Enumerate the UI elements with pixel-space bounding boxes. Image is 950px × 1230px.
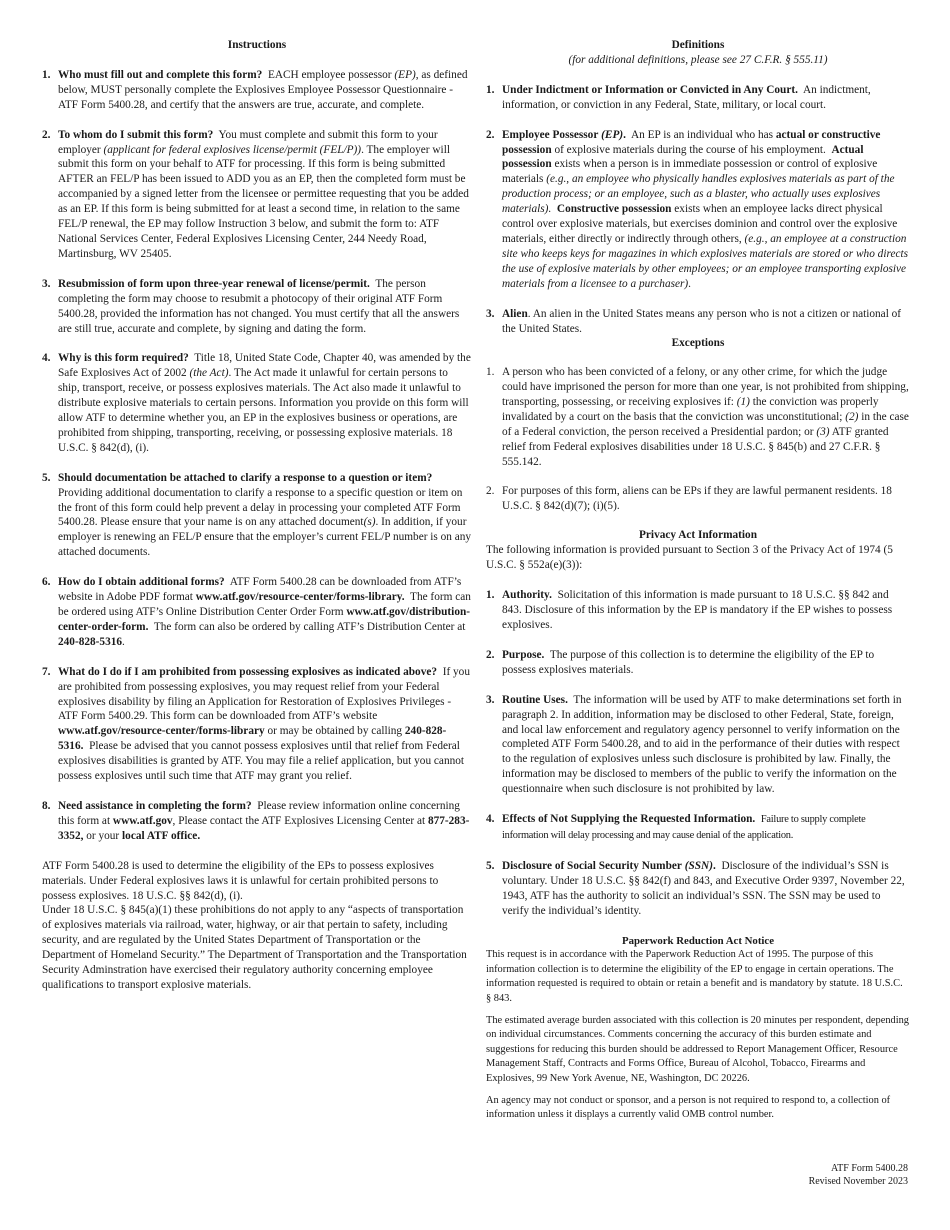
privacy-item: 5. Disclosure of Social Security Number (SSN). Disclosure of the individual’s SSN is voluntary. Under 18 U.S.C. §§ 842(f) and 843, and Executive Order 9397, November 22, 1943, ATF has the authority to solicit an individual’s SSN. The SSN may be used to verify the individual’s identity.	[486, 859, 905, 917]
form-number: ATF Form 5400.28	[831, 1163, 908, 1174]
definitions-list	[486, 83, 910, 337]
definition-item: 1. Under Indictment or Information or Convicted in Any Court. An indictment, information, or conviction in any Federal, State, military, or local court.	[486, 83, 871, 111]
licensing-center-phone: 877-283-3352,	[58, 814, 470, 842]
order-form-link[interactable]: www.atf.gov/distribution-center-order-form.	[58, 606, 471, 633]
forms-library-link[interactable]: www.atf.gov/resource-center/forms-library.	[195, 591, 405, 604]
instructions-list	[42, 68, 472, 844]
definition-item: 3. Alien. An alien in the United States means any person who is not a citizen or national of the United States.	[486, 307, 902, 335]
form-revision: Revised November 2023	[808, 1175, 908, 1187]
exceptions-heading: Exceptions	[671, 337, 725, 350]
instruction-item: 6. How do I obtain additional forms? ATF Form 5400.28 can be downloaded from ATF’s website in Adobe PDF format www.atf.gov/resource-center/forms-library. The form can be ordered using ATF’s Online Distribution Center Order Form www.atf.gov/distribution-center-order-form. The form can also be ordered by calling ATF’s Distribution Center at 240-828-5316.	[42, 576, 471, 648]
instructions-column	[42, 38, 472, 993]
paperwork-paragraph: An agency may not conduct or sponsor, and a person is not required to respond to, a collection of information unless it displays a currently valid OMB control number.	[486, 1095, 891, 1121]
paperwork-paragraph: The estimated average burden associated with this collection is 20 minutes per respondent, depending on individual circumstances. Comments concerning the accuracy of this burden estimate and suggestions for reducing this burden should be addressed to Report Management Officer, Resource Management Staff, Contracts and Forms Office, Bureau of Alcohol, Tobacco, Firearms and Explosives, 99 New York Avenue, NE, Washington, DC 20226.	[486, 1015, 910, 1084]
privacy-list	[486, 588, 910, 918]
definitions-heading: Definitions	[671, 39, 725, 51]
definitions-subtitle: (for additional definitions, please see 27 C.F.R. § 555.11)	[568, 53, 828, 66]
privacy-item: 4. Effects of Not Supplying the Requested Information. Failure to supply complete information will delay processing and may cause denial of the application.	[486, 813, 866, 841]
privacy-item: 2. Purpose. The purpose of this collection is to determine the eligibility of the EP to possess explosives materials.	[486, 648, 875, 676]
instruction-item: 7. What do I do if I am prohibited from possessing explosives as indicated above? If you are prohibited from possessing explosives, you may request relief from your Federal explosives disability by filing an Application for Restoration of Explosives Privileges - ATF Form 5400.29. This form can be downloaded from ATF’s website www.atf.gov/resource-center/forms-library or may be obtained by calling 240-828-5316. Please be advised that you cannot possess explosives until that relief from Federal explosives disabilities is granted by ATF. You may file a relief application, but you cannot possess explosives until such time that ATF may grant you relief.	[42, 665, 470, 783]
exceptions-list	[486, 365, 910, 513]
paperwork-paragraph: This request is in accordance with the Paperwork Reduction Act of 1995. The purpose of this information collection is to determine the eligibility of the EP to engage in certain operations. The information requested is required to obtain or retain a benefit and is mandatory by statute. 18 U.S.C. § 843.	[486, 949, 903, 1004]
privacy-intro: The following information is provided pursuant to Section 3 of the Privacy Act of 1974 (5 U.S.C. § 552a(e)(3)):	[486, 544, 893, 572]
paperwork-heading: Paperwork Reduction Act Notice	[621, 934, 775, 947]
definition-item: 2. Employee Possessor (EP). An EP is an individual who has actual or constructive possession of explosive materials during the course of his employment. Actual possession exists when a person is in immediate possession or control of explosive materials (e.g., an employee who physically handles explosives materials as part of the production process; or an employee, such as a blaster, who actually uses explosives materials). Constructive possession exists when an employee lacks direct physical control over explosive materials, but exercises dominion and control over the explosive materials, either directly or indirectly through others, (e.g., an employee at a construction site who keeps keys for magazines in which explosives materials are stored or who directs the use of explosive materials by other employees; or an employee transporting explosive materials from a licensee to a purchaser).	[486, 128, 909, 290]
form-footer	[809, 1163, 908, 1188]
forms-library-link[interactable]: www.atf.gov/resource-center/forms-library	[58, 725, 265, 738]
closing-paragraph: Under 18 U.S.C. § 845(a)(1) these prohibitions do not apply to any “aspects of transportation of explosives materials via railroad, water, highway, or air that pertain to safety, including security, and are regulated by the United States Department of Transportation or the Department of Homeland Security.” The Department of Transportation and the Transportation Security Adminstration have exercised their regulatory authority concerning employee qualifications to transport explosive materials.	[42, 904, 467, 991]
distribution-phone: 240-828-5316	[58, 635, 123, 648]
instruction-item: 3. Resubmission of form upon three-year renewal of license/permit. The person completing the form may choose to resubmit a photocopy of their original ATF Form 5400.28, provided the information has not changed. You must certify that all the answers are still true, accurate and complete, by signing and dating the form.	[42, 277, 460, 335]
relief-phone: 240-828-5316.	[58, 725, 447, 753]
instructions-heading: Instructions	[227, 39, 287, 51]
privacy-item: 1. Authority. Solicitation of this information is made pursuant to 18 U.S.C. §§ 842 and 843. Disclosure of this information by the EP is mandatory if the EP wishes to possess explosives.	[486, 589, 893, 631]
closing-paragraph: ATF Form 5400.28 is used to determine the eligibility of the EPs to possess explosives materials. Under Federal explosives laws it is unlawful for certain prohibited persons to possess explosives. 18 U.S.C. §§ 842(d), (i).	[42, 859, 439, 902]
privacy-item: 3. Routine Uses. The information will be used by ATF to make determinations set forth in paragraph 2. In addition, information may be disclosed to other Federal, State, foreign, and local law enforcement and regulatory agency personnel to verify information on the completed ATF Form 5400.28, and to aid in the performance of their duties with respect to the regulation of explosives unless such disclosure is prohibited by law. Finally, the information may be disclosed to members of the public to verify the information on the questionnaire when such disclosure is not prohibited by law.	[486, 693, 902, 796]
instruction-item: 1. Who must fill out and complete this form? EACH employee possessor (EP), as defined below, MUST personally complete the Explosives Employee Possessor Questionnaire - ATF Form 5400.28, and certify that the answers are true, accurate, and complete.	[42, 68, 468, 111]
instruction-item: 2. To whom do I submit this form? You must complete and submit this form to your employer (applicant for federal explosives license/permit (FEL/P)). The employer will submit this form on your behalf to ATF for processing. If this form is being submitted AFTER an FEL/P has been issued to ADD you as an EP, then the completed form must be accompanied by a signed letter from the licensee or permittee requesting that you be added as an EP. If this form is being submitted for at least a second time, in relation to the same FEL/P renewal, the EP may follow Instruction 3 below, and submit the form to: ATF National Services Center, Federal Explosives Licensing Center, 244 Needy Road, Martinsburg, WV 25405.	[42, 128, 469, 260]
exception-item: 2. For purposes of this form, aliens can be EPs if they are lawful permanent residents. 18 U.S.C. § 842(d)(7); (i)(5).	[486, 484, 892, 512]
instruction-item: 4. Why is this form required? Title 18, United State Code, Chapter 40, was amended by the Safe Explosives Act of 2002 (the Act). The Act made it unlawful for certain persons to ship, transport, receive, or possess explosives materials. The Act also made it unlawful to distribute explosive materials to certain persons. Information you provide on this form will allow ATF to determine whether you, an EP in the explosives business or operations, are prohibited from shipping, transporting, receiving, or possessing explosive materials. 18 U.S.C. § 842(d), (i).	[42, 352, 471, 454]
exception-item: 1. A person who has been convicted of a felony, or any other crime, for which the judge could have imprisoned the person for more than one year, is not prohibited from shipping, transporting, possessing, or receiving explosives if: (1) the conviction was properly invalidated by a court on the basis that the conviction was unconstitutional; (2) in the case of a Federal conviction, the person received a Presidential pardon; or (3) ATF granted relief from Federal explosives disabilities under 18 U.S.C. § 845(b) and 27 C.F.R. § 555.142.	[486, 366, 909, 468]
atf-website-link[interactable]: www.atf.gov	[112, 814, 173, 827]
instruction-item: 8. Need assistance in completing the form? Please review information online concerning this form at www.atf.gov, Please contact the ATF Explosives Licensing Center at 877-283-3352, or your local ATF office.	[42, 799, 470, 842]
local-office-text: local ATF office.	[122, 829, 201, 842]
privacy-heading: Privacy Act Information	[639, 529, 757, 542]
definitions-column	[486, 38, 910, 1123]
instruction-item: 5. Should documentation be attached to clarify a response to a question or item? Providing additional documentation to clarify a response to a specific question or item on the front of this form could help prevent a delay in processing your completed ATF Form 5400.28. Please ensure that your name is on any attached document(s). In addition, if your employer is renewing an FEL/P ensure that the employer’s current FEL/P number is on any attached documents.	[42, 471, 472, 559]
